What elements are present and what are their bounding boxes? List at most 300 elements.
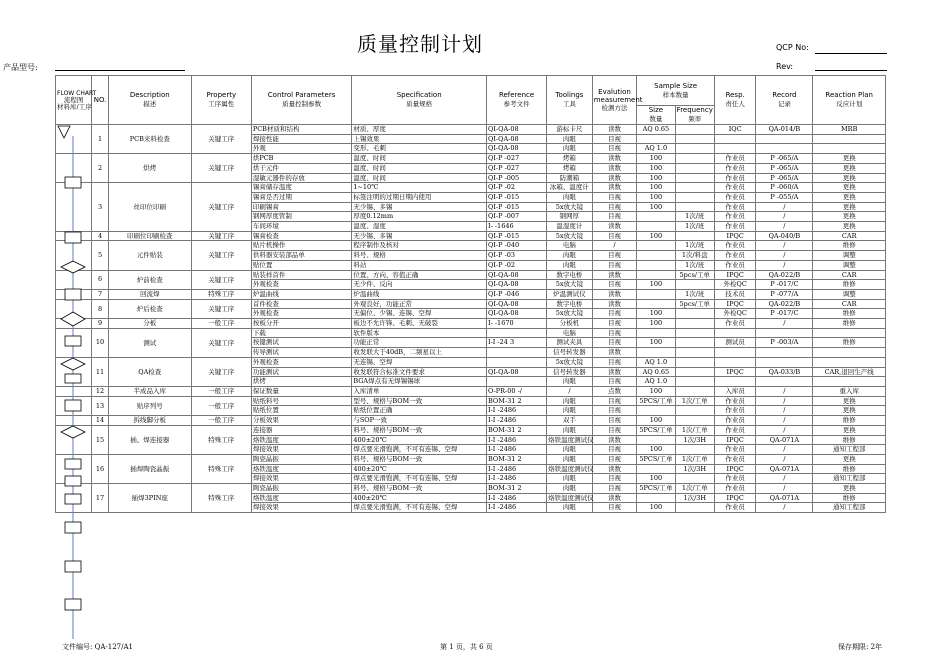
step-description: 回流焊 <box>108 289 191 299</box>
evaluation: 目视 <box>592 357 637 367</box>
reaction-plan: MRB <box>813 125 886 135</box>
specification: 炉温曲线 <box>352 289 487 299</box>
frequency <box>675 445 714 455</box>
resp-cn: 责任人 <box>725 100 745 108</box>
step-description: 半成品入库 <box>108 386 191 396</box>
tooling: 5x放大镜 <box>547 357 593 367</box>
reaction-plan: 调整 <box>813 289 886 299</box>
tooling: 肉眼 <box>547 474 593 484</box>
evaluation: 读数 <box>592 367 637 377</box>
reference: BOM-31 2 <box>487 396 547 406</box>
tooling: 肉眼 <box>547 134 593 144</box>
spec-en: Specification <box>396 91 442 99</box>
frequency <box>675 144 714 154</box>
control-param: 烘PCB <box>251 154 352 164</box>
col-specification <box>352 76 487 125</box>
frequency <box>675 173 714 183</box>
resp: 作业员 <box>714 503 755 513</box>
record: P -065/A <box>756 173 813 183</box>
resp <box>714 328 755 338</box>
control-param: 锡膏是否过期 <box>251 192 352 202</box>
frequency <box>675 348 714 358</box>
specification: 无连锡、空焊 <box>352 357 487 367</box>
col-description <box>108 76 191 125</box>
frequency <box>675 367 714 377</box>
tooling: 肉眼 <box>547 192 593 202</box>
resp: 作业员 <box>714 445 755 455</box>
reaction-plan: 通知工程部 <box>813 445 886 455</box>
frequency: 1次/工单 <box>675 425 714 435</box>
evaluation: 读数 <box>592 435 637 445</box>
record: / <box>756 445 813 455</box>
sample-size: 100 <box>637 503 675 513</box>
sample-size: AQ 1.0 <box>637 377 675 387</box>
record: QA-022/B <box>756 299 813 309</box>
reference: BOM-31 2 <box>487 425 547 435</box>
rev-label: Rev: <box>776 62 794 71</box>
resp: 作业员 <box>714 251 755 261</box>
product-model-field <box>55 70 185 71</box>
frequency <box>675 338 714 348</box>
resp: 作业员 <box>714 163 755 173</box>
step-no: 1 <box>92 125 109 154</box>
sample-size: 100 <box>637 474 675 484</box>
evaluation: 读数 <box>592 125 637 135</box>
tool-cn: 工具 <box>562 100 576 108</box>
tool-en: Toolings <box>555 91 584 99</box>
record: / <box>756 503 813 513</box>
specification: 焊点要光滑饱满，不可有连锡、空焊 <box>352 474 487 484</box>
control-param: 外观检查 <box>251 280 352 290</box>
table-row <box>56 357 886 367</box>
reference: QI-P -007 <box>487 212 547 222</box>
specification: 收发联大于40dB，二频星以上 <box>352 348 487 358</box>
control-param: 烘干元件 <box>251 163 352 173</box>
frequency <box>675 406 714 416</box>
flow-step-box <box>65 494 81 504</box>
resp: 作业员 <box>714 183 755 193</box>
record: P -003/A <box>756 338 813 348</box>
reference: O-PR-00 -/ <box>487 386 547 396</box>
flow-step-box <box>65 476 81 486</box>
frequency <box>675 386 714 396</box>
reference: QI-QA-08 <box>487 270 547 280</box>
col-control-params <box>251 76 352 125</box>
sample-size <box>637 260 675 270</box>
tooling: 游标卡尺 <box>547 125 593 135</box>
frequency <box>675 183 714 193</box>
table-row <box>56 396 886 406</box>
step-property: 一般工序 <box>191 319 251 329</box>
resp: 作业员 <box>714 154 755 164</box>
frequency: 1次/班 <box>675 260 714 270</box>
control-param: 湿敏元器件的存放 <box>251 173 352 183</box>
control-param: 功能测试 <box>251 367 352 377</box>
specification: 标签注明的过期日期内使用 <box>352 192 487 202</box>
step-no: 3 <box>92 183 109 232</box>
record <box>756 144 813 154</box>
specification: 软件版本 <box>352 328 487 338</box>
frequency: 5pcs/工单 <box>675 270 714 280</box>
step-description: 贴序列号 <box>108 396 191 415</box>
ref-cn: 参考文件 <box>503 100 530 108</box>
tooling: 测试夹具 <box>547 338 593 348</box>
record <box>756 134 813 144</box>
specification: 厚度0.12mm <box>352 212 487 222</box>
step-property: 关键工序 <box>191 270 251 289</box>
frequency <box>675 357 714 367</box>
reference: QI-P -03 <box>487 251 547 261</box>
tooling: 肉眼 <box>547 406 593 416</box>
tooling: 肉眼 <box>547 377 593 387</box>
control-param: 首件检查 <box>251 299 352 309</box>
sample-size <box>637 464 675 474</box>
sample-size <box>637 435 675 445</box>
sample-size: 100 <box>637 154 675 164</box>
specification: 400±20℃ <box>352 435 487 445</box>
reference: I- -1646 <box>487 222 547 232</box>
reaction-plan: 维修 <box>813 493 886 503</box>
evaluation: 读数 <box>592 289 637 299</box>
specification: BGA焊点有无焊锡锡球 <box>352 377 487 387</box>
frequency: 1次/3H <box>675 435 714 445</box>
sample-size: AQ 0.65 <box>637 125 675 135</box>
tooling: 肉眼 <box>547 454 593 464</box>
tooling: / <box>547 386 593 396</box>
resp <box>714 348 755 358</box>
reaction-plan: 通知工程部 <box>813 503 886 513</box>
reference: QI-P -015 <box>487 202 547 212</box>
reaction-plan: 更换 <box>813 173 886 183</box>
step-no: 2 <box>92 154 109 183</box>
resp: 作业员 <box>714 212 755 222</box>
prop-cn: 工序属性 <box>208 100 235 108</box>
ctrl-cn: 质量控制参数 <box>282 100 322 108</box>
tooling: 信号转发器 <box>547 348 593 358</box>
frequency <box>675 503 714 513</box>
col-toolings <box>547 76 593 125</box>
frequency <box>675 192 714 202</box>
tooling: 双手 <box>547 416 593 426</box>
record: QA-040/B <box>756 231 813 241</box>
specification: 贴纸位置正确 <box>352 406 487 416</box>
frequency: 1次/班 <box>675 222 714 232</box>
record: / <box>756 202 813 212</box>
sample-size: 5PCS/工单 <box>637 396 675 406</box>
tooling: 烤箱 <box>547 163 593 173</box>
resp: 作业员 <box>714 454 755 464</box>
react-cn: 反应计划 <box>836 100 863 108</box>
specification: 入库清单 <box>352 386 487 396</box>
flow-step-box <box>65 400 81 411</box>
control-param: 陶瓷晶振 <box>251 484 352 494</box>
tooling: 肉眼 <box>547 260 593 270</box>
reference: QI-QA-08 <box>487 280 547 290</box>
resp <box>714 144 755 154</box>
resp: 测试员 <box>714 338 755 348</box>
step-description: 测试 <box>108 328 191 357</box>
sample-size <box>637 134 675 144</box>
size-en: Size <box>648 106 664 114</box>
sample-size: 5PCS/工单 <box>637 454 675 464</box>
reference: BOM-31 2 <box>487 484 547 494</box>
resp <box>714 377 755 387</box>
sample-size <box>637 348 675 358</box>
tooling: 烙铁温度测试仪 <box>548 493 594 502</box>
reaction-plan <box>813 377 886 387</box>
control-param: 传导测试 <box>251 348 352 358</box>
tooling: 肉眼 <box>547 396 593 406</box>
evaluation: 读数 <box>592 348 637 358</box>
sample-size: 100 <box>637 163 675 173</box>
frequency: 5pcs/工单 <box>675 299 714 309</box>
resp: IPQC <box>714 493 755 503</box>
reference: BOM-31 2 <box>487 454 547 464</box>
resp: 作业员 <box>714 406 755 416</box>
step-property: 特殊工序 <box>191 484 251 513</box>
tooling: 数字电桥 <box>547 270 593 280</box>
table-row <box>56 425 886 435</box>
evaluation: 目视 <box>592 309 637 319</box>
tooling: 分板机 <box>547 319 593 329</box>
step-no: 11 <box>92 357 109 386</box>
eval-cn: 检测方法 <box>601 104 628 112</box>
control-param: 炉温曲线 <box>251 289 352 299</box>
reaction-plan: 更换 <box>813 192 886 202</box>
record: / <box>756 416 813 426</box>
step-description: 丝印位印刷 <box>108 183 191 232</box>
record: P -077/A <box>756 289 813 299</box>
reference: QI-P -046 <box>487 289 547 299</box>
sample-size: 100 <box>637 338 675 348</box>
sample-size <box>637 328 675 338</box>
reference: QI-P -02 <box>487 183 547 193</box>
evaluation: 读数 <box>592 183 637 193</box>
record: QA-033/B <box>756 367 813 377</box>
control-param: 连接器 <box>251 425 352 435</box>
evaluation: 读数 <box>592 493 637 503</box>
flow-step-box <box>65 232 81 243</box>
frequency <box>675 154 714 164</box>
tooling: 5x放大镜 <box>547 280 593 290</box>
record: QA-022/B <box>756 270 813 280</box>
step-property: 关键工序 <box>191 357 251 386</box>
flow-cn: 流程图 <box>63 95 84 104</box>
record: P -017/C <box>756 309 813 319</box>
evaluation: 目视 <box>592 202 637 212</box>
frequency: 1次/工单 <box>675 454 714 464</box>
specification: 无少件、反向 <box>352 280 487 290</box>
tooling: 烙铁温度测试仪 <box>548 435 594 444</box>
evaluation: 目视 <box>592 212 637 222</box>
reference: QI-QA-08 <box>487 309 547 319</box>
step-description: 烘烤 <box>108 154 191 183</box>
step-no: 14 <box>92 416 109 426</box>
sample-size: AQ 1.0 <box>637 357 675 367</box>
specification: 无少锡、多锡 <box>352 202 487 212</box>
spec-cn: 质量规格 <box>406 100 433 108</box>
evaluation: 目视 <box>592 484 637 494</box>
resp: 作业员 <box>714 396 755 406</box>
specification: 外观良好，功能正常 <box>352 299 487 309</box>
control-param: 焊接性能 <box>251 134 352 144</box>
frequency <box>675 125 714 135</box>
control-plan-table <box>55 75 886 513</box>
step-no: 8 <box>92 299 109 318</box>
table-row <box>56 319 886 329</box>
control-param: 陶瓷晶振 <box>251 454 352 464</box>
reaction-plan: 更换 <box>813 183 886 193</box>
tooling: 5x放大镜 <box>547 202 593 212</box>
record: / <box>756 212 813 222</box>
specification: 料站 <box>352 260 487 270</box>
resp: IQC <box>714 125 755 135</box>
col-no: NO. <box>92 76 109 125</box>
record <box>756 348 813 358</box>
table-row <box>56 416 886 426</box>
reaction-plan: CAR <box>813 231 886 241</box>
header-row <box>56 76 886 106</box>
frequency <box>675 134 714 144</box>
flow-start-triangle <box>58 126 70 138</box>
sample-size: 100 <box>637 192 675 202</box>
record: / <box>756 222 813 232</box>
table-row <box>56 299 886 309</box>
frequency: 1次/班 <box>675 212 714 222</box>
specification: 温度、时间 <box>352 173 487 183</box>
prop-en: Property <box>206 91 237 99</box>
reference: QI-QA-08 <box>487 134 547 144</box>
specification: 料号、规格与BOM一致 <box>352 425 487 435</box>
frequency <box>675 280 714 290</box>
resp-en: Resp. <box>725 91 745 99</box>
step-no: 5 <box>92 241 109 270</box>
flow-step-box <box>65 177 81 188</box>
sample-size <box>637 406 675 416</box>
reaction-plan: 维修 <box>813 280 886 290</box>
sample-size: 5PCS/工单 <box>637 425 675 435</box>
step-no: 4 <box>92 231 109 241</box>
reaction-plan: 调整 <box>813 251 886 261</box>
react-en: Reaction Plan <box>825 91 873 99</box>
control-param: 贴纸位置 <box>251 406 352 416</box>
specification: 焊点要光滑饱满，不可有连锡、空焊 <box>352 445 487 455</box>
record: / <box>756 425 813 435</box>
resp: 作业员 <box>714 241 755 251</box>
sample-size: AQ 0.65 <box>637 367 675 377</box>
frequency <box>675 328 714 338</box>
frequency <box>675 309 714 319</box>
reference: QI-QA-08 <box>487 125 547 135</box>
frequency: 1次/班 <box>675 289 714 299</box>
table-row <box>56 231 886 241</box>
reference: QI-P -02 <box>487 260 547 270</box>
reference: QI-P -040 <box>487 241 547 251</box>
record: / <box>756 319 813 329</box>
evaluation: 目视 <box>592 445 637 455</box>
resp: IPQC <box>714 270 755 280</box>
footer-doc-no: 文件编号: QA-127/A1 <box>62 643 133 651</box>
reference: I- -1670 <box>487 319 547 329</box>
step-no: 17 <box>92 484 109 513</box>
step-property: 关键工序 <box>191 328 251 357</box>
record: P -065/A <box>756 163 813 173</box>
step-no: 9 <box>92 319 109 329</box>
step-description: 炉前检查 <box>108 270 191 289</box>
tooling: 肉眼 <box>547 144 593 154</box>
control-param: 贴片机操作 <box>251 241 352 251</box>
reaction-plan: 更换 <box>813 212 886 222</box>
control-param: 烙铁温度 <box>251 464 352 474</box>
reference: QI-QA-08 <box>487 367 547 377</box>
col-frequency <box>675 106 714 125</box>
specification: 型号、规格与BOM一致 <box>352 396 487 406</box>
flow-en: FLOW CHART <box>57 89 97 97</box>
reaction-plan: CAR,退回生产线 <box>813 367 886 377</box>
control-param: 烘烤 <box>251 377 352 387</box>
step-description: 插焊陶瓷晶振 <box>108 454 191 483</box>
step-property: 关键工序 <box>191 299 251 318</box>
table-row <box>56 386 886 396</box>
reaction-plan: 维修 <box>813 338 886 348</box>
sample-size: 100 <box>637 231 675 241</box>
reaction-plan: 更换 <box>813 163 886 173</box>
reaction-plan: CAR <box>813 270 886 280</box>
tooling: 温湿度计 <box>547 222 593 232</box>
control-param: 烙铁温度 <box>251 493 352 503</box>
evaluation: 读数 <box>592 154 637 164</box>
flow-step-box <box>65 522 81 533</box>
specification: 功能正常 <box>352 338 487 348</box>
control-param: 烙铁温度 <box>251 435 352 445</box>
reference <box>487 328 547 338</box>
evaluation: 目视 <box>592 260 637 270</box>
step-property: 一般工序 <box>191 396 251 415</box>
specification: 无少锡、多锡 <box>352 231 487 241</box>
control-param: 外观检查 <box>251 309 352 319</box>
evaluation: 目视 <box>592 474 637 484</box>
sample-size: AQ 1.0 <box>637 144 675 154</box>
table-row <box>56 241 886 251</box>
reference: I-I -2486 <box>487 445 547 455</box>
reference: I-I -2486 <box>487 416 547 426</box>
record: / <box>756 484 813 494</box>
evaluation: 读数 <box>592 173 637 183</box>
frequency <box>675 416 714 426</box>
reaction-plan: 更换 <box>813 202 886 212</box>
resp: IPQC <box>714 435 755 445</box>
control-param: 按板分开 <box>251 319 352 329</box>
rev-field <box>815 70 887 71</box>
step-property: 关键工序 <box>191 125 251 154</box>
record: / <box>756 396 813 406</box>
evaluation: 读数 <box>592 464 637 474</box>
col-reaction-plan <box>813 76 886 125</box>
flow-step-box <box>65 459 81 469</box>
record <box>756 328 813 338</box>
record: / <box>756 386 813 396</box>
reference: QI-P -005 <box>487 173 547 183</box>
step-no: 15 <box>92 425 109 454</box>
tooling: 烙铁温度测试仪 <box>548 464 594 473</box>
reaction-plan: 更换 <box>813 454 886 464</box>
control-param: 外观 <box>251 144 352 154</box>
step-property: 关键工序 <box>191 231 251 241</box>
col-sample-size <box>637 76 715 106</box>
record: / <box>756 454 813 464</box>
reference: I-I -2486 <box>487 435 547 445</box>
resp: IPQC <box>714 231 755 241</box>
